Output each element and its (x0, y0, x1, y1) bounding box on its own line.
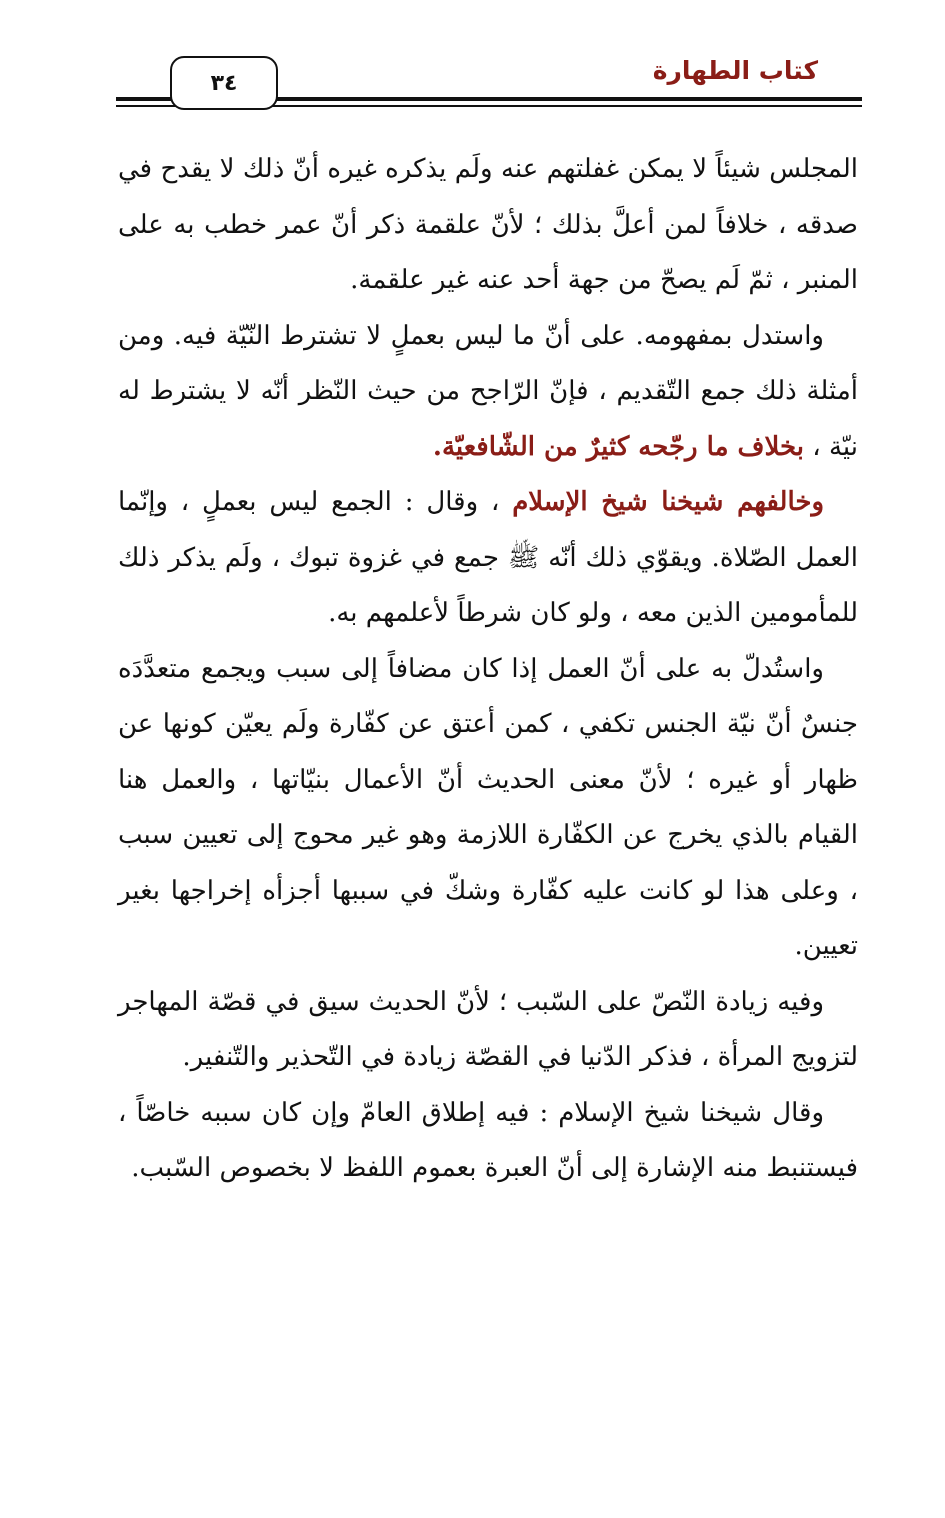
paragraph-text: واستُدلّ به على أنّ العمل إذا كان مضافاً إلى سبب ويجمع متعدَّدَه جنسٌ أنّ نيّة الجنس تكفي ، كمن أعتق عن كفّارة ولَم يعيّن كونها عن ظهار أو غيره ؛ لأنّ معنى الحديث أنّ الأعمال بنيّاتها ، والعمل هنا القيام بالذي يخرج عن الكفّارة اللازمة وهو غير محوج إلى تعيين سبب ، وعلى هذا لو كانت عليه كفّارة وشكّ في سببها أجزأه إخراجها بغير تعيين. (118, 653, 858, 961)
page-header (116, 52, 862, 108)
paragraph-text: وقال شيخنا شيخ الإسلام : فيه إطلاق العامّ وإن كان سببه خاصّاً ، فيستنبط منه الإشارة إلى أنّ العبرة بعموم اللفظ لا بخصوص السّبب. (118, 1097, 858, 1183)
page-number: ٣٤ (210, 70, 238, 96)
paragraph (118, 475, 858, 642)
paragraph (118, 975, 858, 1086)
highlighted-phrase: وخالفهم شيخنا شيخ الإسلام (512, 487, 824, 517)
paragraph-text: المجلس شيئاً لا يمكن غفلتهم عنه ولَم يذكره غيره أنّ ذلك لا يقدح في صدقه ، خلافاً لمن أعلَّ بذلك ؛ لأنّ علقمة ذكر أنّ عمر خطب به على المنبر ، ثمّ لَم يصحّ من جهة أحد عنه غير علقمة. (118, 154, 858, 295)
paragraph-text: ، وقال : الجمع ليس بعملٍ ، وإنّما العمل الصّلاة. ويقوّي ذلك أنّه ﷺ جمع في غزوة تبوك ، ولَم يذكر ذلك للمأمومين الذين معه ، ولو كان شرطاً لأعلمهم به. (118, 487, 858, 628)
paragraph (118, 309, 858, 476)
book-title: كتاب الطهارة (652, 56, 818, 85)
highlighted-phrase: بخلاف ما رجّحه كثيرٌ من الشّافعيّة. (432, 431, 805, 462)
paragraph (118, 1086, 858, 1197)
paragraph (118, 642, 858, 975)
paragraph (118, 142, 858, 309)
page-number-box (170, 56, 278, 110)
paragraph-text: واستدل بمفهومه. على أنّ ما ليس بعملٍ لا تشترط النّيّة فيه. ومن أمثلة ذلك جمع التّقديم ، فإنّ الرّاجح من حيث النّظر أنّه لا يشترط له نيّة ، (118, 320, 858, 462)
paragraph-text: وفيه زيادة النّصّ على السّبب ؛ لأنّ الحديث سيق في قصّة المهاجر لتزويج المرأة ، فذكر الدّنيا في القصّة زيادة في التّحذير والتّنفير. (118, 986, 858, 1072)
page-body (118, 142, 858, 1197)
